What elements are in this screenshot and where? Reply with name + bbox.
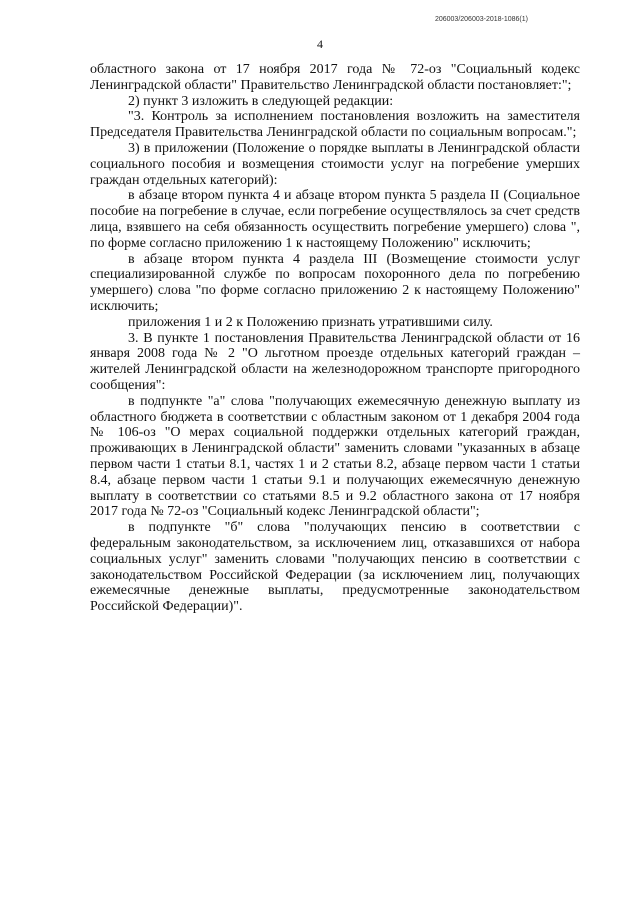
paragraph: 3. В пункте 1 постановления Правительства Ленинградской области от 16 января 2008 года № 2 "О льготном проезде отдельных категорий граждан – жителей Ленинградской области на железнодорожном транспорте пригородного сообщения": [90,330,580,393]
paragraph: в абзаце втором пункта 4 раздела III (Возмещение стоимости услуг специализированной службе по вопросам похоронного дела по погребению умершего) слова "по форме согласно приложению 2 к настоящему Положению" исключить; [90,251,580,314]
document-id: 206003/206003-2018-1086(1) [434,16,528,23]
page-number: 4 [317,37,323,51]
paragraph: в абзаце втором пункта 4 и абзаце втором пункта 5 раздела II (Социальное пособие на погребение в случае, если погребение осуществлялось за счет средств лица, взявшего на себя обязанность осуществить погребение умершего) слова ", по форме согласно приложению 1 к настоящему Положению" исключить; [90,188,580,251]
paragraph: в подпункте "а" слова "получающих ежемесячную денежную выплату из областного бюджета в соответствии с областным законом от 1 декабря 2004 года № 106-оз "О мерах социальной поддержки отдельных категорий граждан, проживающих в Ленинградской области" заменить словами "указанных в абзаце первом части 1 статьи 8.1, частях 1 и 2 статьи 8.2, абзаце первом части 1 статьи 8.4, абзаце первом части 1 статьи 9.1 и получающих ежемесячную денежную выплату в соответствии со статьями 8.5 и 9.2 областного закона от 17 ноября 2017 года № 72-оз "Социальный кодекс Ленинградской области"; [90,393,580,520]
document-body [90,62,580,615]
paragraph: 2) пункт 3 изложить в следующей редакции: [128,93,394,109]
paragraph: областного закона от 17 ноября 2017 года № 72-оз "Социальный кодекс Ленинградской области" Правительство Ленинградской области постановляет:"; [90,62,580,93]
paragraph: приложения 1 и 2 к Положению признать утратившими силу. [128,314,493,330]
paragraph: в подпункте "б" слова "получающих пенсию в соответствии с федеральным законодательством, за исключением лиц, отказавшихся от набора социальных услуг" заменить словами "получающих пенсию в соответствии с законодательством Российской Федерации (за исключением лиц, получающих ежемесячные денежные выплаты, предусмотренные законодательством Российской Федерации)". [90,520,580,615]
paragraph: "3. Контроль за исполнением постановления возложить на заместителя Председателя Правительства Ленинградской области по социальным вопросам."; [90,109,580,141]
paragraph: 3) в приложении (Положение о порядке выплаты в Ленинградской области социального пособия и возмещения стоимости услуг на погребение умерших граждан отдельных категорий): [90,140,580,188]
